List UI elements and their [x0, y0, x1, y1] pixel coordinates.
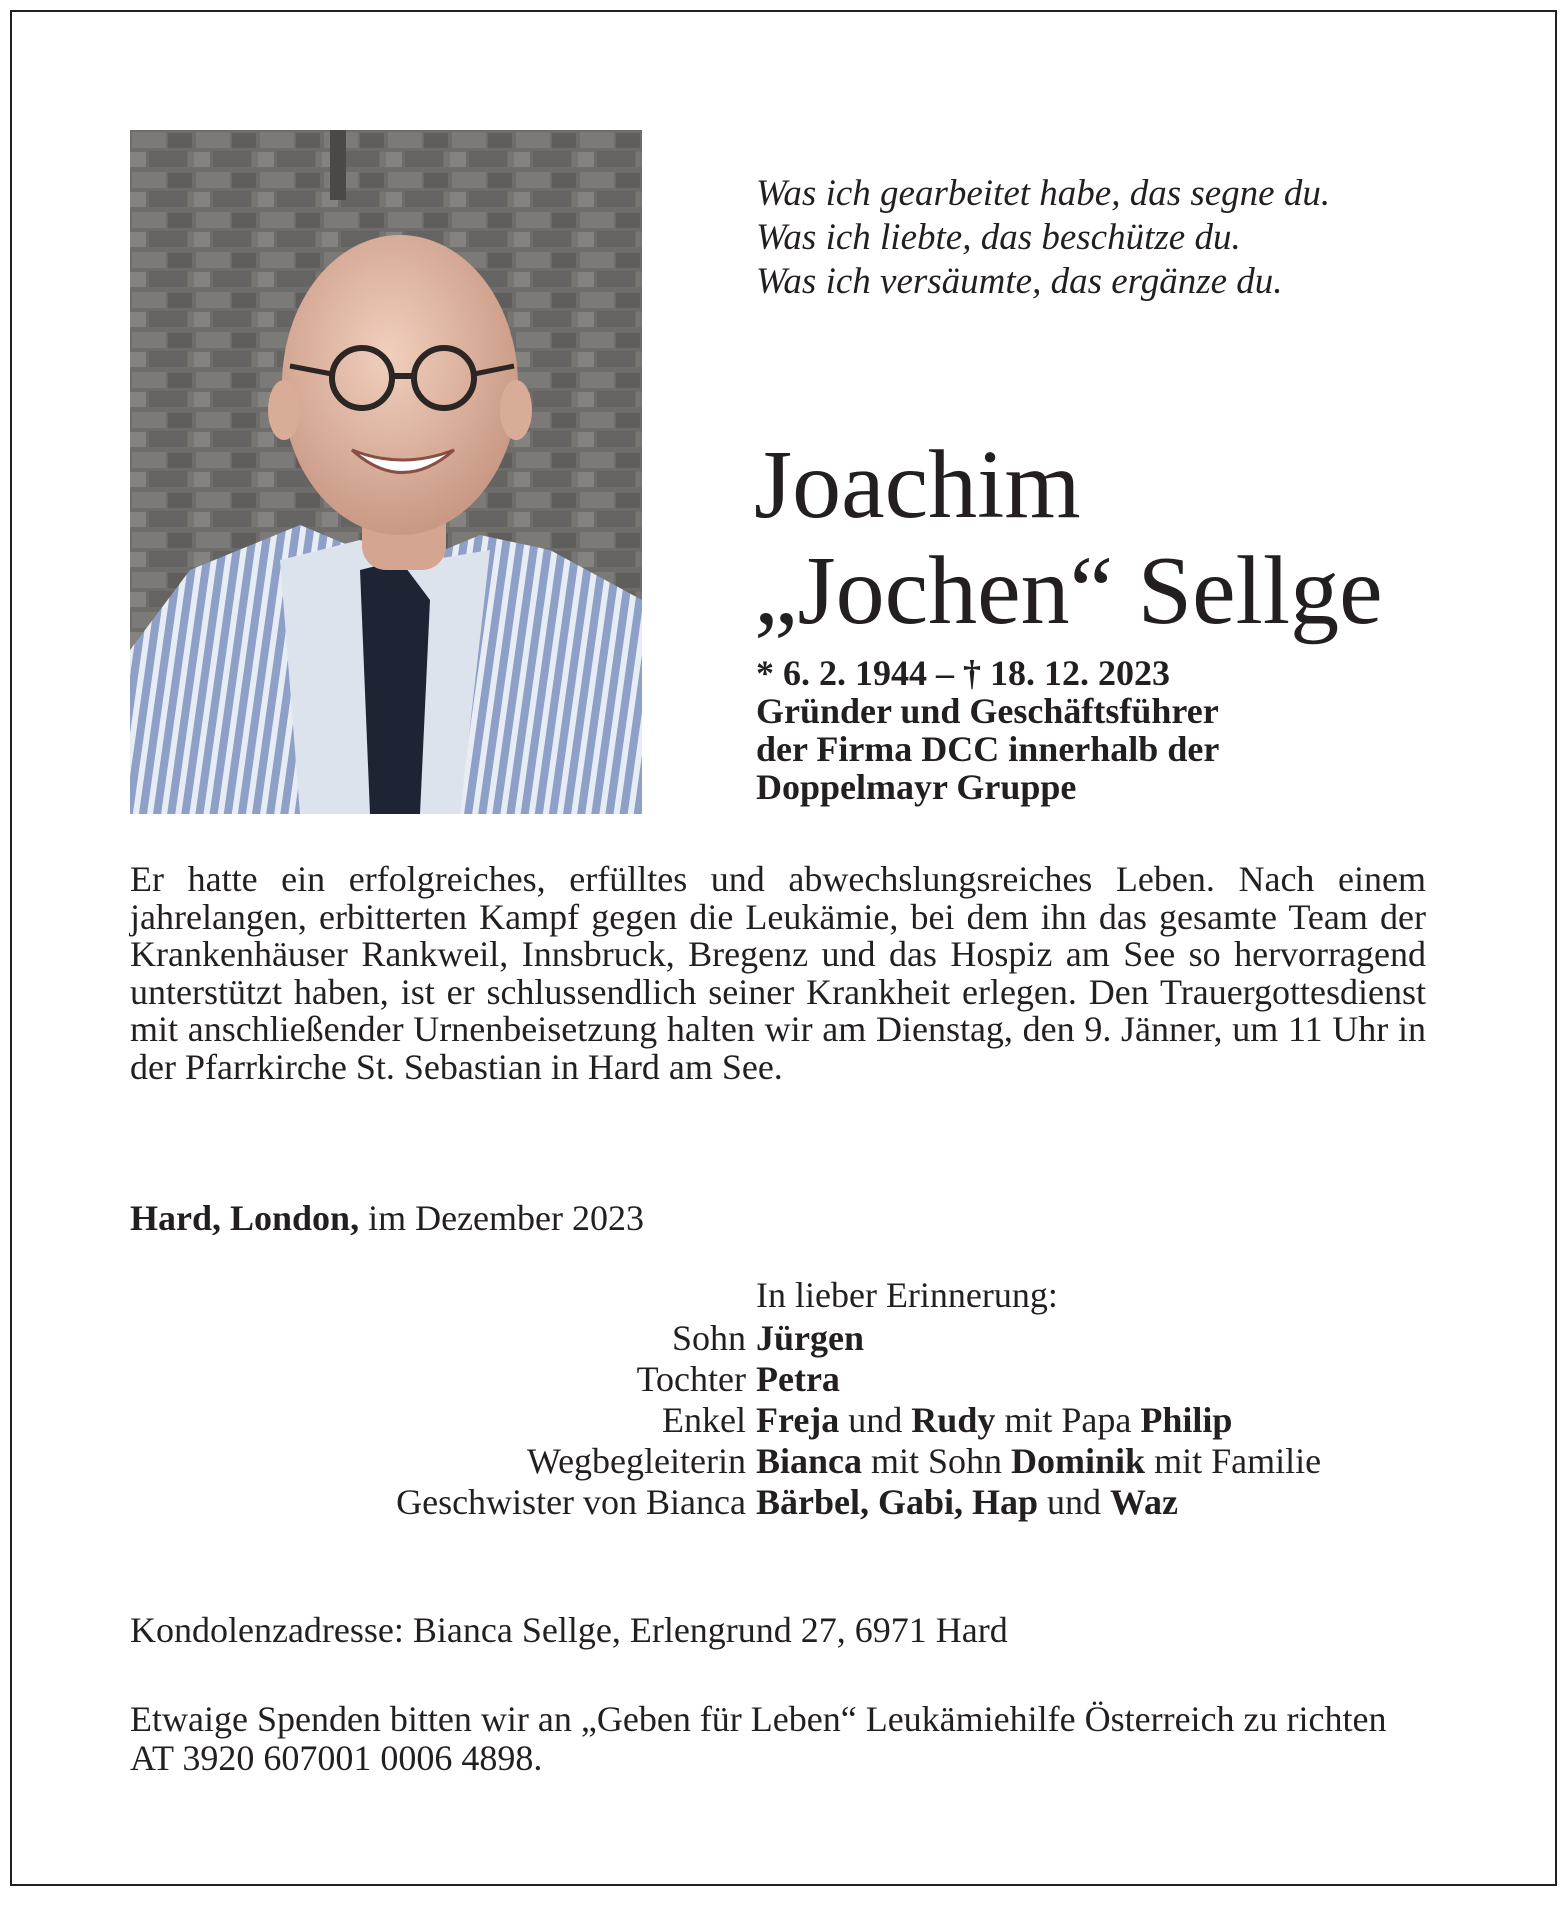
- role-line: Gründer und Geschäftsführer: [756, 691, 1219, 731]
- mourner-name: Bianca: [756, 1441, 863, 1481]
- verse-line: Was ich versäumte, das ergänze du.: [756, 261, 1283, 302]
- role-line: der Firma DCC innerhalb der: [756, 729, 1220, 769]
- mourner-connector: mit Sohn: [862, 1441, 1012, 1481]
- place-names: Hard, London,: [130, 1198, 360, 1238]
- mourner-name: Petra: [756, 1359, 840, 1399]
- mourner-relation: Wegbegleiterin: [526, 1441, 746, 1481]
- mourner-connector: und: [839, 1400, 912, 1440]
- verse: [756, 172, 1476, 304]
- place-date: [130, 1198, 930, 1238]
- mourner-name: Bärbel, Gabi, Hap: [756, 1482, 1039, 1522]
- mourner-name: Jürgen: [756, 1318, 864, 1358]
- life-dates: * 6. 2. 1944 – † 18. 12. 2023: [756, 653, 1170, 693]
- mourner-names: [756, 1482, 1178, 1523]
- condolence-address: Kondolenzadresse: Bianca Sellge, Erlengrund 27, 6971 Hard: [130, 1610, 1008, 1650]
- nickname-surname: „Jochen“ Sellge: [754, 537, 1383, 645]
- portrait-photo: [130, 130, 642, 814]
- mourner-name: Rudy: [911, 1400, 996, 1440]
- mourner-name: Freja: [756, 1400, 840, 1440]
- mourner-row: [130, 1441, 1460, 1482]
- in-memory-line: In lieber Erinnerung:: [756, 1275, 1058, 1315]
- donation-note: Etwaige Spenden bitten wir an „Geben für Leben“ Leukämiehilfe Österreich zu richten AT 3920 607001 0006 4898.: [130, 1699, 1387, 1778]
- mourner-row: [130, 1400, 1460, 1441]
- mourner-row: [130, 1318, 1460, 1359]
- date-text: im Dezember 2023: [368, 1198, 644, 1238]
- mourner-names: [756, 1318, 864, 1359]
- mourner-name: Dominik: [1011, 1441, 1146, 1481]
- obituary-text: Er hatte ein erfolgreiches, erfülltes und abwechslungsreiches Leben. Nach einem jahrelangen, erbitterten Kampf gegen die Leukämie, bei dem ihn das gesamte Team der Krankenhäuser Rankweil, Innsbruck, Bregenz und das Hospiz am See so hervorragend unterstützt haben, ist er schlussendlich seiner Krankheit erlegen. Den Trauergottesdienst mit anschließender Urnenbeisetzung halten wir am Dienstag, den 9. Jänner, um 11 Uhr in der Pfarrkirche St. Sebastian in Hard am See.: [130, 859, 1426, 1087]
- mourner-connector: mit Papa: [995, 1400, 1141, 1440]
- mourner-name: Philip: [1140, 1400, 1233, 1440]
- deceased-name: [754, 432, 1534, 644]
- verse-line: Was ich liebte, das beschütze du.: [756, 217, 1241, 258]
- mourner-row: [130, 1482, 1460, 1523]
- mourner-row: [130, 1359, 1460, 1400]
- mourner-names: [756, 1400, 1232, 1441]
- role-line: Doppelmayr Gruppe: [756, 767, 1077, 807]
- life-facts: [756, 654, 1476, 806]
- mourner-names: [756, 1441, 1321, 1482]
- first-name: Joachim: [754, 431, 1081, 539]
- mourner-relation: Sohn: [671, 1318, 746, 1358]
- mourner-names: [756, 1359, 840, 1400]
- mourners-list: [130, 1318, 1460, 1523]
- obituary-page: [10, 10, 1557, 1886]
- mourner-connector: mit Familie: [1145, 1441, 1322, 1481]
- mourner-name: Waz: [1110, 1482, 1179, 1522]
- mourner-relation: Tochter: [636, 1359, 746, 1399]
- mourner-relation: Geschwister von Bianca: [396, 1482, 746, 1522]
- mourner-connector: und: [1038, 1482, 1111, 1522]
- verse-line: Was ich gearbeitet habe, das segne du.: [756, 173, 1331, 214]
- mourner-relation: Enkel: [662, 1400, 746, 1440]
